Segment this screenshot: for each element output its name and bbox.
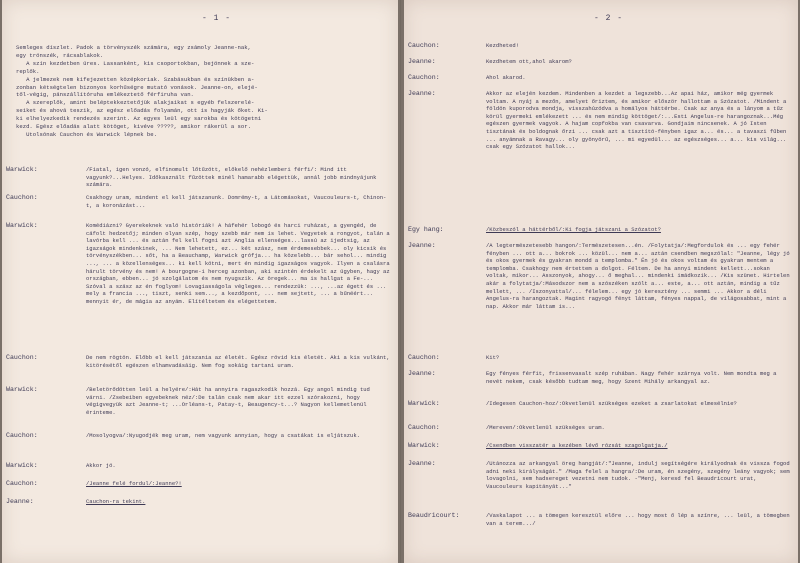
speech-text: /Közbeszól a háttérből/:Ki fogja játszani a Szózatot? bbox=[486, 226, 661, 233]
speech-text: /Vaskalapot ... a tömegen keresztül előre ... hogy most ő lép a színre, ... leül, a tömegben van a terem.../ bbox=[486, 512, 793, 527]
speech-text: /Idegesen Cauchon-hoz/:Okvetlenül szükséges ezeket a zsarlatokat elmesélnie? bbox=[486, 400, 737, 407]
intro-line: ki elhelyezkedik rendezés szerint. Az egyes leül egy sarokba és kötögetni bbox=[16, 115, 262, 123]
intro-line: seiket és ahová teszik, az egész előadás folyamán, ott is hagyják őket. Ki- bbox=[16, 107, 268, 115]
intro-line: zonban kétségtelen bizonyos korhűségre mutató vonások. Jeanne-on, elejé- bbox=[16, 83, 258, 91]
speech-text: Komédiázni? Gyerekeknek való históriák! A háfehér lobogó és harci ruházat, a gyengéd, de cáfolt hedzetőj; minden olyan szép, hogy szebb már nem is lehet. Vegyetek a rongyot, talán a lavórba kell ... és aztán fel kell fogni azt Anglia ellenséges...lassú az ijedtsig, az igazságok mindenkinek, ... Nem lehetett, ez... két szász, nem érdemesebbek... oly kicsik és törvényszékben... sőt, ha a Beauchamp, Warwick grófja... ha közelebb... bár sehol... mindig ..., ... a közellenséges... ki kell kötni, mert én mindig igazságos vagyok. Ilyen a csalásra hárult törvény és nem! A bourgogne-i herceg azonban, aki szintén érdekelt az ügyben, hagy az országban, ebben... jó szolgálatom és nem nyugszik. Az öregek... ma is hallgat a Fe-... Szóval a szász az én foglyom! Lovagiasságola végleges... rendezzük: ..., ...az égett és ... mely a francia ..., tiszt, senki sem..., a kezdőpont, ... nem sejtett, ... a bűnéért... mennyit ér, de mágia az anyám. Elítéltetem és elégettetem. bbox=[86, 222, 393, 305]
speech-text: Akkor az elején kezdem. Mindenben a kezdet a legszebb...Az apai ház, amikor még gyermek voltam. A nyáj a mezőn, amelyet őriztem, és amikor először hallottam a Szózatot. /Mindent a földön kuporodva mondja, visszahúzódva a homályos háttérbe. Csak az anya és a lányom a tűz körül gyermeki emlékezett ... és nem mindig köttöget/:...Esti Angelus-re harangoznak...Még egészen gyermek vagyok. A hajam copfokba van csavarva. Gondjaim nincsenek. A jó Isten tisztának és boldognak őrzi ... csak azt a tisztító-fényben igaz a... és... a tavaszi fűben ... anyámnak a Ravagy... oly gyönyörű, ... mi egyedül... az egészséges... a... kis világ... csak egy Szózatot hallok... bbox=[486, 90, 790, 151]
speech-text: Egy fényes férfit, frissenvasalt szép ruhában. Nagy fehér szárnya volt. Nem mondta meg a nevét nekem, csak később tudtam meg, hogy Szent Mihály arkangyal az. bbox=[486, 370, 780, 385]
speaker-name: Cauchon: bbox=[408, 42, 440, 49]
speech-text: /Mereven/:Okvetlenül szükséges uram. bbox=[486, 424, 605, 431]
speaker-name: Cauchon: bbox=[408, 354, 440, 361]
speaker-name: Warwick: bbox=[6, 386, 38, 393]
speaker-name: Cauchon: bbox=[6, 354, 38, 361]
intro-line: Semleges díszlet. Padok a törvényszék számára, egy zsámoly Jeanne-nak, bbox=[16, 44, 251, 51]
speaker-name: Jeanne: bbox=[408, 242, 436, 249]
speaker-name: Warwick: bbox=[6, 166, 38, 173]
speaker-name: Jeanne: bbox=[408, 370, 436, 377]
speech-text: /Utánozza az arkangyal öreg hangját/:"Jeanne, indulj segítségére királyodnak és vissza fogod adni neki királyságát." /Maga felel a hangra/:De uram, én szegény, szegény leány vagyok; sem lovagolni, sem hadsereget vezetni nem tudok. -"Menj, keresd fel Beaudricourt urat, Vaucouleurs kapitányát..." bbox=[486, 460, 793, 490]
binding-gap bbox=[400, 0, 401, 563]
intro-line: A szereplők, amint beléptekkeztetőjük alakjaikat s egyéb felszerelé- bbox=[16, 99, 255, 107]
speaker-name: Jeanne: bbox=[408, 90, 436, 97]
speech-text: Ahol akarod. bbox=[486, 74, 526, 81]
speaker-name: Warwick: bbox=[408, 400, 440, 407]
left-page bbox=[2, 0, 398, 563]
speaker-name: Jeanne: bbox=[408, 58, 436, 65]
speaker-name: Cauchon: bbox=[408, 424, 440, 431]
speech-text: /Csendben visszatér a kezében lévő rózsát szagolgatja./ bbox=[486, 442, 668, 449]
speech-text: /Beletörődötten leül a helyére/:Hát ha annyira ragaszkodik hozzá. Egy angol mindig tud várni. /Zsebeiben egyebeknek néz/:De talán csak nem akar itt ezzel szórakozni, hogy végigvegyük azt Jeanne-t; ...Orléans-t, Patay-t, Beaugency-t...? Nagyon kellemetlenül érinteme. bbox=[86, 386, 374, 416]
speaker-name: Jeanne: bbox=[6, 498, 34, 505]
speech-text: Kezdheted! bbox=[486, 42, 520, 49]
intro-line: egy trónszék, rácsablakok. bbox=[16, 51, 104, 59]
intro-line: Utolsónak Cauchon és Warwick lépnek be. bbox=[16, 130, 157, 138]
speech-text: /A legtermészetesebb hangon/:Természetesen...én. /Folytatja/:Megfordulok és ... egy fehér fényben ... ott a... bokrok ... közül... nem a... aztán csendben megszólal: "Jeanne, légy jó és okos gyermek és gyakran mondd a templomba." Én jó és okos voltam és gyakran mentem a templomba. Csakhogy nem értettem a dolgot. Féltem. De ha annyi mindent kellett...sokan voltak, mikor... Asszonyok, ahogy... ő meghal... mindenki imádkozik... /Kis szünet. Hirtelen akár a folytatja/:Másodszor nem a szószéken szólt a... este, a... ott aztán, mindig a tűz mellett, ... /Iszonyattal/... félelem... egy jó keresztény ... semmi ... Akkor a déli Angelus-ra harangoztak. Magint ragyogó fényt láttam, fényes nappal, de világosabbat, mint a nap. Akkor már láttam is... bbox=[486, 242, 793, 310]
speech-text: /Jeanne felé fordul/:Jeanne?! bbox=[86, 480, 182, 487]
speaker-name: Beaudricourt: bbox=[408, 512, 460, 519]
stage-directions bbox=[16, 44, 388, 139]
speech-text: De nem rögtön. Előbb el kell játszania az életét. Egész rövid kis életét. Aki a kis vulkánt, kitörésétől egészen elhamvadásáig. Nem fog sokáig tartani uram. bbox=[86, 354, 393, 369]
speech-text: /Fiatal, igen vonzó, elfinomult lőtűzött, előkelő nehézlemberi férfi/: Mind itt vagyunk?...Helyes. Időkasznált fűzöttek minél hamarabb elégettük, annál jobb mindnyájunk számára. bbox=[86, 166, 380, 189]
speaker-name: Warwick: bbox=[408, 442, 440, 449]
right-page bbox=[404, 0, 798, 563]
speech-text: Akkor jó. bbox=[86, 462, 116, 469]
intro-line: től-végig, pánszállítóruha emlékeztető férfiruha van. bbox=[16, 91, 194, 99]
speaker-name: Warwick: bbox=[6, 222, 38, 229]
intro-line: A szín kezdetben üres. Lassanként, kis csoportokban, bejönnek a sze- bbox=[16, 59, 255, 67]
speech-text: /Mosolyogva/:Nyugodjék meg uram, nem vagyunk annyian, hogy a csatákat is eljátszuk. bbox=[86, 432, 360, 439]
speech-text: Kezdhetem ott,ahol akarom? bbox=[486, 58, 572, 65]
page-number: - 2 - bbox=[594, 14, 624, 23]
intro-line: A jelmezek nem kifejezetten középkoriak. Szabásukban és színükben a- bbox=[16, 75, 255, 83]
speech-text: Cauchon-ra tekint. bbox=[86, 498, 146, 505]
speaker-name: Cauchon: bbox=[6, 194, 38, 201]
speaker-name: Egy hang: bbox=[408, 226, 444, 233]
speaker-name: Cauchon: bbox=[408, 74, 440, 81]
intro-line: kezd. Egész előadás alatt kötöget, kivéve ?????, amikor rákerül a sor. bbox=[16, 123, 251, 131]
speech-text: Csakhogy uram, mindent el kell játszanunk. Domrémy-t, a Látomásokat, Vaucouleurs-t, Chinon-t, a koronázást... bbox=[86, 194, 387, 209]
speaker-name: Jeanne: bbox=[408, 460, 436, 467]
speaker-name: Cauchon: bbox=[6, 480, 38, 487]
speech-text: Kit? bbox=[486, 354, 500, 361]
intro-line: replők. bbox=[16, 67, 40, 75]
speaker-name: Warwick: bbox=[6, 462, 38, 469]
page-number: - 1 - bbox=[202, 14, 232, 23]
speaker-name: Cauchon: bbox=[6, 432, 38, 439]
